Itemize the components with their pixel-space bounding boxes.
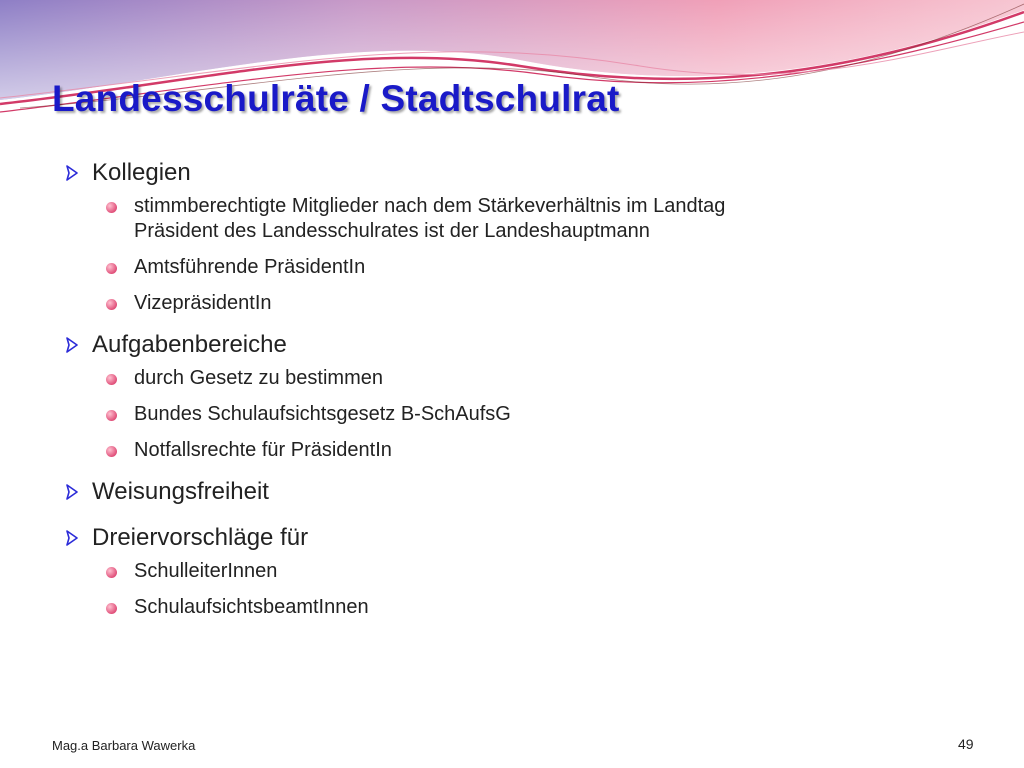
list-item (64, 194, 944, 244)
pink-dot-icon (106, 202, 117, 213)
slide-title: Landesschulräte / Stadtschulrat (52, 78, 620, 119)
section-weisungsfreiheit (64, 475, 944, 509)
section-heading (64, 521, 944, 555)
bullet-list (64, 366, 944, 463)
section-heading-text: Weisungsfreiheit (92, 478, 269, 505)
bullet-list (64, 194, 944, 316)
list-item (64, 366, 944, 391)
page-number: 49 (958, 736, 974, 752)
slide-body (64, 156, 944, 632)
section-dreiervorschlaege (64, 521, 944, 620)
section-heading (64, 475, 944, 509)
section-aufgabenbereiche (64, 328, 944, 463)
section-heading (64, 328, 944, 362)
list-item-text: Notfallsrechte für PräsidentIn (134, 439, 392, 461)
section-heading (64, 156, 944, 190)
list-item-text: stimmberechtigte Mitglieder nach dem Stärkeverhältnis im Landtag (134, 195, 726, 217)
list-item-text: Amtsführende PräsidentIn (134, 256, 366, 278)
arrow-bullet-icon (64, 530, 80, 546)
list-item (64, 255, 944, 280)
section-heading-text: Aufgabenbereiche (92, 331, 287, 358)
list-item-text: SchulleiterInnen (134, 560, 278, 582)
arrow-bullet-icon (64, 165, 80, 181)
list-item-text: VizepräsidentIn (134, 292, 272, 314)
pink-dot-icon (106, 299, 117, 310)
arrow-bullet-icon (64, 337, 80, 353)
bullet-list (64, 559, 944, 620)
pink-dot-icon (106, 446, 117, 457)
list-item-text: Bundes Schulaufsichtsgesetz B-SchAufsG (134, 403, 511, 425)
section-heading-text: Kollegien (92, 159, 191, 186)
list-item (64, 559, 944, 584)
section-heading-text: Dreiervorschläge für (92, 524, 309, 551)
pink-dot-icon (106, 263, 117, 274)
arrow-bullet-icon (64, 484, 80, 500)
pink-dot-icon (106, 603, 117, 614)
list-item (64, 291, 944, 316)
list-item (64, 595, 944, 620)
list-item (64, 402, 944, 427)
list-item (64, 438, 944, 463)
pink-dot-icon (106, 374, 117, 385)
section-kollegien (64, 156, 944, 316)
pink-dot-icon (106, 567, 117, 578)
list-item-text: SchulaufsichtsbeamtInnen (134, 596, 369, 618)
list-item-text-line-2: Präsident des Landesschulrates ist der Landeshauptmann (134, 220, 650, 242)
list-item-text: durch Gesetz zu bestimmen (134, 367, 383, 389)
pink-dot-icon (106, 410, 117, 421)
footer-author: Mag.a Barbara Wawerka (52, 738, 196, 753)
